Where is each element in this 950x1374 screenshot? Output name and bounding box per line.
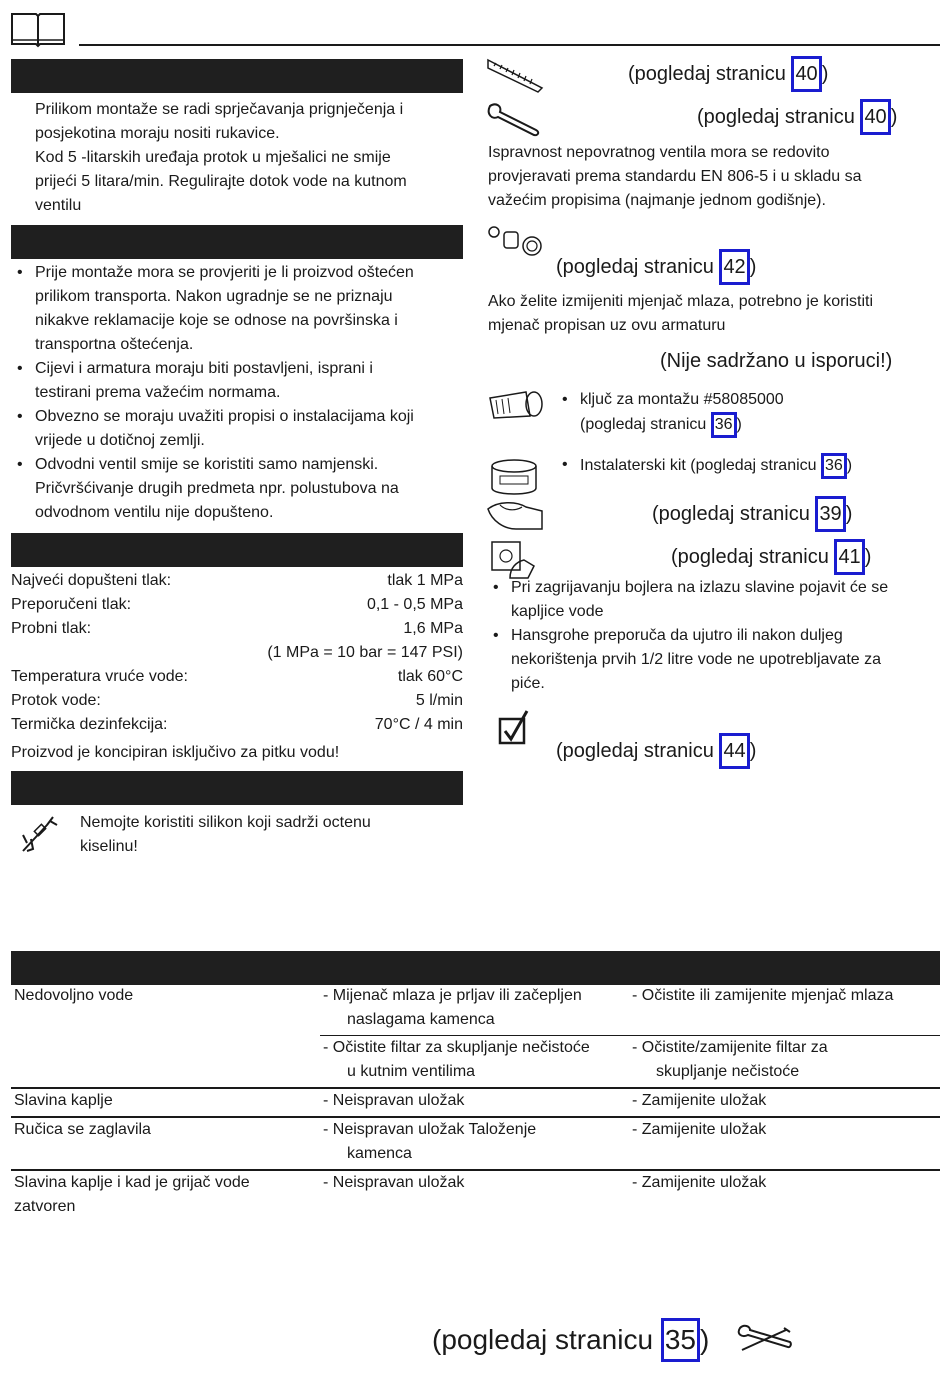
fix-cell: - Zamijenite uložak — [629, 1117, 940, 1170]
page-ref-1: (pogledaj stranicu 40 ) — [628, 56, 828, 92]
table-row — [11, 1088, 940, 1117]
footer-page-ref: (pogledaj stranicu 35 ) — [432, 1318, 709, 1362]
checkbox-checked-icon — [497, 707, 531, 747]
page-link-41[interactable]: 41 — [834, 539, 864, 575]
page-link-44[interactable]: 44 — [719, 733, 749, 769]
list-item: • Cijevi i armatura moraju biti postavljeni, isprani i testirani prema važećim normama. — [11, 357, 466, 405]
troubleshooting-table — [11, 984, 940, 1222]
list-item: • Instalaterski kit (pogledaj stranicu 36 ) — [556, 453, 936, 479]
cause-cell: - Neispravan uložak Taloženje kamenca — [320, 1117, 629, 1170]
wrench-icon — [486, 100, 544, 138]
list-item: • Odvodni ventil smije se koristiti samo namjenski. Pričvršćivanje drugih predmeta npr. polustubova na odvodnom ventilu nije dopušteno. — [11, 453, 466, 525]
page-ref-7: (pogledaj stranicu 41 ) — [671, 539, 871, 575]
section-bar-specs — [11, 533, 463, 567]
aerator-icon — [486, 224, 546, 260]
section-bar-installation — [11, 225, 463, 259]
page-ref-8: (pogledaj stranicu 44 ) — [556, 733, 756, 769]
page-link-42[interactable]: 42 — [719, 249, 749, 285]
table-row — [11, 1117, 940, 1170]
section-bar-silicone — [11, 771, 463, 805]
problem-cell: Ručica se zaglavila — [11, 1117, 320, 1170]
section-bar-safety — [11, 59, 463, 93]
installer-kit-icon — [488, 456, 544, 496]
table-row — [11, 1170, 940, 1222]
not-included-note: (Nije sadržano u isporuci!) — [660, 350, 893, 372]
page-link-35[interactable]: 35 — [661, 1318, 700, 1362]
page-link-40[interactable]: 40 — [791, 56, 821, 92]
list-item: • Obvezno se moraju uvažiti propisi o instalacijama koji vrijede u dotičnoj zemlji. — [11, 405, 466, 453]
list-item: • ključ za montažu #58085000 (pogledaj stranicu 36 ) — [556, 388, 936, 438]
key-list — [556, 388, 936, 438]
kit-list — [556, 453, 936, 479]
cause-cell: - Neispravan uložak — [320, 1088, 629, 1117]
book-icon — [10, 10, 66, 48]
hand-cleaning-icon — [486, 497, 546, 533]
page-ref-3: (pogledaj stranicu 42 ) — [556, 249, 756, 285]
silicone-note: Nemojte koristiti silikon koji sadrži octenu kiselinu! — [80, 814, 371, 855]
mounting-key-icon — [486, 388, 546, 422]
page-ref-2: (pogledaj stranicu 40 ) — [697, 99, 897, 135]
fix-cell: - Zamijenite uložak — [632, 1174, 767, 1191]
aerator-text: Ako želite izmijeniti mjenjač mlaza, potrebno je koristiti mjenač propisan uz ovu armaturu — [488, 293, 874, 334]
page-link-36[interactable]: 36 — [711, 412, 737, 438]
silicone-gun-icon — [17, 813, 59, 855]
section-bar-troubleshooting — [11, 951, 940, 985]
problem-cell: Slavina kaplje i kad je grijač vode zatvoren — [14, 1174, 250, 1215]
problem-cell: Nedovoljno vode — [11, 984, 320, 1088]
list-item: • Prije montaže mora se provjeriti je li proizvod oštećen prilikom transporta. Nakon ugradnje se ne priznaju nikakve reklamacije koje se odnose na površinska i transportna oštećenja. — [11, 261, 466, 357]
drinking-water-note: Proizvod je koncipiran isključivo za pitku vodu! — [11, 744, 340, 761]
heater-list — [487, 576, 942, 696]
fix-cell: - Očistite ili zamijenite mjenjač mlaza — [629, 984, 940, 1036]
check-valve-text: Ispravnost nepovratnog ventila mora se redovito provjeravati prema standardu EN 806-5 i u skladu sa važećim propisima (najmanje jednom godišnje). — [488, 144, 862, 209]
list-item: • Pri zagrijavanju bojlera na izlazu slavine pojavit će se kapljice vode — [487, 576, 942, 624]
page-link-40[interactable]: 40 — [860, 99, 890, 135]
hand-switch-icon — [488, 538, 538, 580]
installation-list — [11, 261, 466, 525]
table-row — [11, 984, 940, 1036]
header-rule — [79, 44, 940, 46]
cause-cell: - Neispravan uložak — [323, 1174, 465, 1191]
cause-cell: - Očistite filtar za skupljanje nečistoće u kutnim ventilima — [320, 1036, 629, 1089]
tools-icon — [736, 1320, 794, 1356]
cause-cell: - Mijenač mlaza je prljav ili začepljen naslagama kamenca — [320, 984, 629, 1036]
page-link-36[interactable]: 36 — [821, 453, 847, 479]
fix-cell: - Očistite/zamijenite filtar za skupljanje nečistoće — [629, 1036, 940, 1089]
ruler-icon — [486, 58, 544, 94]
page-link-39[interactable]: 39 — [815, 496, 845, 532]
fix-cell: - Zamijenite uložak — [629, 1088, 940, 1117]
safety-text: Prilikom montaže se radi sprječavanja prignječenja i posjekotina moraju nositi rukavice. Kod 5 -litarskih uređaja protok u mješalici ne smije prijeći 5 litara/min. Regulirajte dotok vode na kutnom ventilu — [35, 101, 407, 214]
list-item: • Hansgrohe preporuča da ujutro ili nakon duljeg nekorištenja prvih 1/2 litre vode ne upotrebljavate za piće. — [487, 624, 942, 696]
problem-cell: Slavina kaplje — [11, 1088, 320, 1117]
page-ref-6: (pogledaj stranicu 39 ) — [652, 496, 852, 532]
